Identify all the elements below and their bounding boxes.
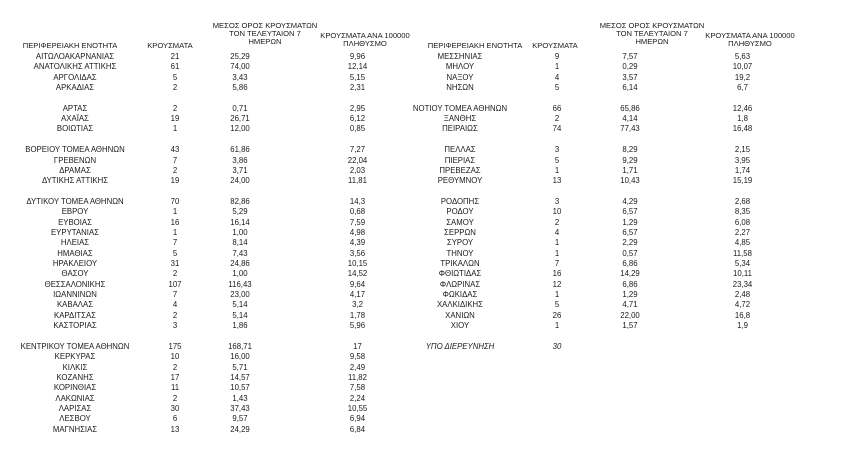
region-name: ΒΟΙΩΤΙΑΣ bbox=[56, 124, 94, 134]
seven-day-average: 3,57 bbox=[622, 72, 638, 82]
cases-per-100k: 7,59 bbox=[349, 217, 366, 227]
table-row bbox=[0, 197, 854, 207]
seven-day-average: 22,00 bbox=[620, 310, 640, 320]
seven-day-average: 16,00 bbox=[230, 352, 250, 362]
cases-per-100k: 0,68 bbox=[349, 207, 366, 217]
cases-per-100k: 0,85 bbox=[349, 124, 366, 134]
cases-per-100k: 11,58 bbox=[733, 248, 752, 258]
cases: 2 bbox=[172, 310, 178, 320]
left-header-cases: ΚΡΟΥΣΜΑΤΑ bbox=[147, 41, 193, 50]
cases: 10 bbox=[552, 207, 562, 217]
region-name: ΝΑΞΟΥ bbox=[446, 72, 474, 82]
table-row bbox=[0, 280, 854, 290]
cases-per-100k: 2,48 bbox=[734, 290, 751, 300]
cases: 4 bbox=[554, 72, 560, 82]
cases: 70 bbox=[170, 196, 180, 206]
cases-per-100k: 10,07 bbox=[732, 62, 753, 72]
region-name: ΛΑΡΙΣΑΣ bbox=[58, 403, 92, 413]
region-name: ΜΗΛΟΥ bbox=[445, 62, 475, 72]
table-row bbox=[0, 342, 854, 352]
region-name: ΚΙΛΚΙΣ bbox=[62, 362, 88, 372]
region-name: ΗΛΕΙΑΣ bbox=[60, 238, 90, 248]
cases-per-100k: 4,17 bbox=[349, 290, 366, 300]
cases: 7 bbox=[554, 259, 560, 268]
table-row bbox=[0, 52, 854, 62]
cases-per-100k: 10,15 bbox=[347, 259, 368, 268]
region-name: ΕΒΡΟΥ bbox=[61, 207, 89, 217]
region-name: ΠΡΕΒΕΖΑΣ bbox=[439, 165, 481, 175]
cases: 5 bbox=[554, 155, 560, 165]
cases: 2 bbox=[172, 362, 178, 372]
table-row bbox=[0, 352, 854, 362]
table-row bbox=[0, 166, 854, 176]
seven-day-average: 5,86 bbox=[232, 83, 248, 93]
seven-day-average: 10,57 bbox=[230, 383, 250, 393]
cases: 5 bbox=[554, 83, 560, 93]
cases-per-100k: 7,27 bbox=[349, 145, 366, 155]
cases: 1 bbox=[172, 124, 178, 134]
cases: 16 bbox=[552, 269, 562, 279]
cases-per-100k: 7,58 bbox=[349, 383, 366, 393]
table-row bbox=[0, 62, 854, 72]
right-header-per100k bbox=[690, 32, 810, 48]
cases: 19 bbox=[170, 114, 180, 124]
cases: 13 bbox=[170, 424, 180, 434]
table-row bbox=[0, 73, 854, 83]
cases-per-100k: 12,14 bbox=[347, 62, 368, 72]
right-header-avg-line2: ΤΟΝ ΤΕΛΕΥΤΑΙΟΝ 7 bbox=[616, 29, 688, 38]
seven-day-average: 1,29 bbox=[622, 217, 638, 227]
cases: 74 bbox=[552, 124, 562, 134]
region-name: ΝΟΤΙΟΥ ΤΟΜΕΑ ΑΘΗΝΩΝ bbox=[412, 103, 508, 113]
table-row bbox=[0, 114, 854, 124]
region-name: ΧΑΛΚΙΔΙΚΗΣ bbox=[436, 300, 483, 310]
cases: 13 bbox=[552, 176, 562, 186]
table-row bbox=[0, 104, 854, 114]
cases-per-100k: 17 bbox=[353, 341, 362, 351]
cases-per-100k: 10,55 bbox=[347, 403, 368, 413]
cases-per-100k: 3,56 bbox=[349, 248, 366, 258]
region-name: ΧΑΝΙΩΝ bbox=[445, 310, 475, 320]
cases: 1 bbox=[172, 227, 178, 237]
cases-per-100k: 22,04 bbox=[347, 155, 368, 165]
seven-day-average: 6,57 bbox=[622, 207, 638, 217]
seven-day-average: 3,43 bbox=[232, 72, 248, 82]
cases: 66 bbox=[552, 103, 562, 113]
cases: 26 bbox=[552, 310, 562, 320]
region-name: ΑΙΤΩΛΟΑΚΑΡΝΑΝΙΑΣ bbox=[35, 52, 115, 61]
cases: 19 bbox=[170, 176, 180, 186]
cases-per-100k: 1,78 bbox=[349, 310, 366, 320]
seven-day-average: 4,29 bbox=[622, 196, 638, 206]
cases-per-100k: 2,24 bbox=[349, 393, 366, 403]
cases: 11 bbox=[170, 383, 180, 393]
cases-per-100k: 6,84 bbox=[349, 424, 366, 434]
cases-per-100k: 6,7 bbox=[737, 83, 748, 93]
cases: 12 bbox=[552, 279, 562, 289]
table-row bbox=[0, 124, 854, 134]
seven-day-average: 5,14 bbox=[232, 300, 248, 310]
left-header-avg-line2: ΤΟΝ ΤΕΛΕΥΤΑΙΟΝ 7 bbox=[229, 29, 301, 38]
region-name: ΕΥΒΟΙΑΣ bbox=[58, 217, 92, 227]
seven-day-average: 14,29 bbox=[620, 269, 640, 279]
cases: 3 bbox=[554, 196, 560, 206]
left-header-per100k-line1: ΚΡΟΥΣΜΑΤΑ ΑΝΑ 100000 bbox=[320, 31, 410, 40]
seven-day-average: 74,00 bbox=[230, 62, 250, 72]
region-name: ΥΠΟ ΔΙΕΡΕΥΝΗΣΗ bbox=[425, 341, 495, 351]
table-row bbox=[0, 228, 854, 238]
cases-per-100k: 19,2 bbox=[734, 72, 751, 82]
seven-day-average: 24,86 bbox=[230, 259, 250, 268]
region-name: ΚΑΣΤΟΡΙΑΣ bbox=[53, 321, 97, 331]
seven-day-average: 6,86 bbox=[622, 259, 638, 268]
seven-day-average: 116,43 bbox=[228, 279, 252, 289]
region-name: ΠΕΛΛΑΣ bbox=[444, 145, 476, 155]
table-row bbox=[0, 363, 854, 373]
cases-per-100k: 9,64 bbox=[349, 279, 366, 289]
cases: 2 bbox=[172, 269, 178, 279]
region-name: ΡΕΘΥΜΝΟΥ bbox=[437, 176, 483, 186]
table-row bbox=[0, 394, 854, 404]
seven-day-average: 37,43 bbox=[230, 403, 250, 413]
seven-day-average: 5,14 bbox=[232, 310, 248, 320]
cases-per-100k: 14,52 bbox=[347, 269, 368, 279]
region-name: ΞΑΝΘΗΣ bbox=[443, 114, 477, 124]
seven-day-average: 1,71 bbox=[622, 165, 638, 175]
seven-day-average: 16,14 bbox=[230, 217, 250, 227]
cases: 30 bbox=[552, 341, 562, 351]
table-row bbox=[0, 238, 854, 248]
cases: 9 bbox=[554, 52, 560, 61]
cases-per-100k: 11,81 bbox=[348, 176, 367, 186]
seven-day-average: 9,29 bbox=[622, 155, 638, 165]
seven-day-average: 6,86 bbox=[622, 279, 638, 289]
cases-per-100k: 2,95 bbox=[349, 103, 366, 113]
seven-day-average: 1,00 bbox=[232, 269, 248, 279]
cases: 31 bbox=[170, 259, 180, 268]
cases-per-100k: 1,8 bbox=[737, 114, 748, 124]
cases-per-100k: 2,68 bbox=[734, 196, 751, 206]
cases-per-100k: 2,03 bbox=[349, 165, 366, 175]
cases-per-100k: 4,98 bbox=[349, 227, 366, 237]
seven-day-average: 24,00 bbox=[230, 176, 250, 186]
table-row bbox=[0, 269, 854, 279]
cases: 1 bbox=[554, 165, 560, 175]
cases-per-100k: 16,8 bbox=[734, 310, 751, 320]
seven-day-average: 4,71 bbox=[622, 300, 638, 310]
cases: 17 bbox=[170, 372, 180, 382]
cases-per-100k: 5,34 bbox=[734, 259, 751, 268]
cases-per-100k: 3,95 bbox=[734, 155, 751, 165]
seven-day-average: 10,43 bbox=[620, 176, 640, 186]
seven-day-average: 12,00 bbox=[230, 124, 250, 134]
table-row bbox=[0, 373, 854, 383]
cases: 7 bbox=[172, 155, 178, 165]
cases: 43 bbox=[170, 145, 180, 155]
cases: 4 bbox=[172, 300, 178, 310]
region-name: ΘΑΣΟΥ bbox=[61, 269, 89, 279]
region-name: ΙΩΑΝΝΙΝΩΝ bbox=[53, 290, 97, 300]
region-name: ΑΡΚΑΔΙΑΣ bbox=[55, 83, 95, 93]
region-name: ΗΡΑΚΛΕΙΟΥ bbox=[52, 259, 98, 268]
cases: 7 bbox=[172, 290, 178, 300]
seven-day-average: 77,43 bbox=[620, 124, 640, 134]
cases-per-100k: 4,72 bbox=[734, 300, 751, 310]
region-name: ΓΡΕΒΕΝΩΝ bbox=[53, 155, 97, 165]
cases-per-100k: 6,08 bbox=[734, 217, 751, 227]
cases: 5 bbox=[172, 248, 178, 258]
cases: 175 bbox=[168, 341, 182, 351]
region-name: ΗΜΑΘΙΑΣ bbox=[57, 248, 93, 258]
left-header-per100k bbox=[305, 32, 425, 48]
seven-day-average: 0,71 bbox=[232, 103, 248, 113]
cases-per-100k: 2,27 bbox=[734, 227, 751, 237]
seven-day-average: 61,86 bbox=[230, 145, 250, 155]
seven-day-average: 2,29 bbox=[622, 238, 638, 248]
cases-per-100k: 8,35 bbox=[734, 207, 751, 217]
left-header-per100k-line2: ΠΛΗΘΥΣΜΟ bbox=[343, 39, 387, 48]
cases: 2 bbox=[172, 103, 178, 113]
table-row bbox=[0, 249, 854, 259]
cases-per-100k: 2,15 bbox=[734, 145, 751, 155]
cases: 107 bbox=[168, 279, 182, 289]
cases: 1 bbox=[554, 290, 560, 300]
region-name: ΘΕΣΣΑΛΟΝΙΚΗΣ bbox=[44, 279, 106, 289]
cases-per-100k: 16,48 bbox=[732, 124, 753, 134]
cases: 5 bbox=[172, 72, 178, 82]
seven-day-average: 6,14 bbox=[622, 83, 638, 93]
seven-day-average: 1,29 bbox=[622, 290, 638, 300]
cases: 16 bbox=[170, 217, 180, 227]
cases: 1 bbox=[172, 207, 178, 217]
table-row bbox=[0, 290, 854, 300]
left-header-region: ΠΕΡΙΦΕΡΕΙΑΚΗ ΕΝΟΤΗΤΑ bbox=[22, 41, 118, 50]
cases-per-100k: 12,46 bbox=[732, 103, 753, 113]
cases-per-100k: 10,11 bbox=[733, 269, 752, 279]
seven-day-average: 4,14 bbox=[622, 114, 638, 124]
seven-day-average: 7,57 bbox=[622, 52, 638, 61]
region-name: ΑΡΓΟΛΙΔΑΣ bbox=[53, 72, 97, 82]
cases-per-100k: 9,58 bbox=[349, 352, 366, 362]
cases-per-100k: 1,74 bbox=[734, 165, 751, 175]
table-row bbox=[0, 414, 854, 424]
seven-day-average: 0,57 bbox=[622, 248, 638, 258]
table-row bbox=[0, 259, 854, 269]
table-row bbox=[0, 145, 854, 155]
region-name: ΕΥΡΥΤΑΝΙΑΣ bbox=[50, 227, 99, 237]
seven-day-average: 14,57 bbox=[230, 372, 250, 382]
cases: 1 bbox=[554, 62, 560, 72]
table-row bbox=[0, 300, 854, 310]
region-name: ΣΕΡΡΩΝ bbox=[444, 227, 476, 237]
right-header-cases: ΚΡΟΥΣΜΑΤΑ bbox=[532, 41, 578, 50]
cases: 21 bbox=[170, 52, 180, 61]
seven-day-average: 23,00 bbox=[230, 290, 250, 300]
cases-per-100k: 2,49 bbox=[349, 362, 366, 372]
seven-day-average: 1,00 bbox=[232, 227, 248, 237]
cases-per-100k: 9,96 bbox=[349, 52, 366, 61]
cases: 1 bbox=[554, 248, 560, 258]
table-row bbox=[0, 156, 854, 166]
table-row bbox=[0, 425, 854, 435]
region-name: ΛΕΣΒΟΥ bbox=[59, 414, 91, 424]
cases-per-100k: 6,94 bbox=[349, 414, 366, 424]
region-name: ΠΙΕΡΙΑΣ bbox=[444, 155, 476, 165]
region-name: ΚΟΖΑΝΗΣ bbox=[56, 372, 94, 382]
seven-day-average: 26,71 bbox=[230, 114, 250, 124]
seven-day-average: 24,29 bbox=[230, 424, 250, 434]
table-row bbox=[0, 218, 854, 228]
region-name: ΣΥΡΟΥ bbox=[446, 238, 474, 248]
right-header-avg-line1: ΜΕΣΟΣ ΟΡΟΣ ΚΡΟΥΣΜΑΤΩΝ bbox=[599, 21, 705, 30]
region-name: ΤΗΝΟΥ bbox=[446, 248, 474, 258]
cases-per-100k: 6,12 bbox=[349, 114, 366, 124]
cases: 61 bbox=[170, 62, 180, 72]
left-header-avg-line1: ΜΕΣΟΣ ΟΡΟΣ ΚΡΟΥΣΜΑΤΩΝ bbox=[212, 21, 318, 30]
region-name: ΠΕΙΡΑΙΩΣ bbox=[442, 124, 478, 134]
cases-per-100k: 15,19 bbox=[732, 176, 753, 186]
region-name: ΚΟΡΙΝΘΙΑΣ bbox=[53, 383, 97, 393]
right-header-avg-line3: ΗΜΕΡΩΝ bbox=[635, 37, 669, 46]
left-header-avg-line3: ΗΜΕΡΩΝ bbox=[248, 37, 282, 46]
region-name: ΔΡΑΜΑΣ bbox=[59, 165, 91, 175]
seven-day-average: 0,29 bbox=[622, 62, 638, 72]
table-row bbox=[0, 83, 854, 93]
cases: 2 bbox=[554, 217, 560, 227]
seven-day-average: 65,86 bbox=[620, 103, 640, 113]
cases: 1 bbox=[554, 238, 560, 248]
cases: 2 bbox=[172, 393, 178, 403]
region-name: ΛΑΚΩΝΙΑΣ bbox=[55, 393, 95, 403]
table-row bbox=[0, 404, 854, 414]
right-header-per100k-line2: ΠΛΗΘΥΣΜΟ bbox=[728, 39, 772, 48]
seven-day-average: 82,86 bbox=[230, 196, 250, 206]
seven-day-average: 1,43 bbox=[232, 393, 248, 403]
cases-per-100k: 4,85 bbox=[734, 238, 751, 248]
cases: 7 bbox=[172, 238, 178, 248]
cases: 2 bbox=[172, 83, 178, 93]
cases: 2 bbox=[554, 114, 560, 124]
seven-day-average: 3,86 bbox=[232, 155, 248, 165]
seven-day-average: 1,57 bbox=[622, 321, 638, 331]
seven-day-average: 5,29 bbox=[232, 207, 248, 217]
region-name: ΡΟΔΟΥ bbox=[446, 207, 474, 217]
seven-day-average: 5,71 bbox=[232, 362, 248, 372]
right-header-region: ΠΕΡΙΦΕΡΕΙΑΚΗ ΕΝΟΤΗΤΑ bbox=[427, 41, 523, 50]
cases: 1 bbox=[554, 321, 560, 331]
region-name: ΚΑΡΔΙΤΣΑΣ bbox=[54, 310, 96, 320]
region-name: ΚΕΝΤΡΙΚΟΥ ΤΟΜΕΑ ΑΘΗΝΩΝ bbox=[20, 341, 130, 351]
seven-day-average: 7,43 bbox=[232, 248, 248, 258]
cases-per-100k: 11,82 bbox=[348, 372, 367, 382]
table-row bbox=[0, 207, 854, 217]
region-name: ΚΕΡΚΥΡΑΣ bbox=[54, 352, 96, 362]
cases-per-100k: 3,2 bbox=[352, 300, 363, 310]
cases-per-100k: 5,96 bbox=[349, 321, 366, 331]
table-row bbox=[0, 311, 854, 321]
cases: 5 bbox=[554, 300, 560, 310]
region-name: ΔΥΤΙΚΟΥ ΤΟΜΕΑ ΑΘΗΝΩΝ bbox=[26, 196, 124, 206]
region-name: ΝΗΣΩΝ bbox=[446, 83, 474, 93]
cases: 6 bbox=[172, 414, 178, 424]
region-name: ΜΕΣΣΗΝΙΑΣ bbox=[437, 52, 483, 61]
cases: 3 bbox=[172, 321, 178, 331]
region-name: ΚΑΒΑΛΑΣ bbox=[56, 300, 94, 310]
seven-day-average: 8,29 bbox=[622, 145, 638, 155]
cases-per-100k: 14,3 bbox=[349, 196, 366, 206]
region-name: ΦΛΩΡΙΝΑΣ bbox=[439, 279, 481, 289]
table-row bbox=[0, 321, 854, 331]
cases: 4 bbox=[554, 227, 560, 237]
seven-day-average: 8,14 bbox=[232, 238, 248, 248]
table-row bbox=[0, 383, 854, 393]
region-name: ΦΩΚΙΔΑΣ bbox=[442, 290, 478, 300]
region-name: ΔΥΤΙΚΗΣ ΑΤΤΙΚΗΣ bbox=[41, 176, 109, 186]
region-name: ΑΧΑΪΑΣ bbox=[61, 114, 89, 124]
cases: 2 bbox=[172, 165, 178, 175]
region-name: ΤΡΙΚΑΛΩΝ bbox=[440, 259, 480, 268]
cases: 30 bbox=[170, 403, 180, 413]
seven-day-average: 6,57 bbox=[622, 227, 638, 237]
region-name: ΑΡΤΑΣ bbox=[62, 103, 88, 113]
region-name: ΡΟΔΟΠΗΣ bbox=[440, 196, 480, 206]
region-name: ΜΑΓΝΗΣΙΑΣ bbox=[52, 424, 98, 434]
seven-day-average: 168,71 bbox=[228, 341, 252, 351]
table-row bbox=[0, 176, 854, 186]
seven-day-average: 1,86 bbox=[232, 321, 248, 331]
seven-day-average: 25,29 bbox=[230, 52, 250, 61]
seven-day-average: 3,71 bbox=[232, 165, 248, 175]
region-name: ΧΙΟΥ bbox=[450, 321, 470, 331]
cases-per-100k: 2,31 bbox=[349, 83, 366, 93]
right-header-per100k-line1: ΚΡΟΥΣΜΑΤΑ ΑΝΑ 100000 bbox=[705, 31, 795, 40]
cases-per-100k: 23,34 bbox=[732, 279, 753, 289]
region-name: ΣΑΜΟΥ bbox=[446, 217, 474, 227]
cases-per-100k: 4,39 bbox=[349, 238, 366, 248]
cases-per-100k: 5,15 bbox=[349, 72, 366, 82]
cases-per-100k: 5,63 bbox=[734, 52, 751, 61]
region-name: ΑΝΑΤΟΛΙΚΗΣ ΑΤΤΙΚΗΣ bbox=[33, 62, 117, 72]
cases: 10 bbox=[170, 352, 180, 362]
seven-day-average: 9,57 bbox=[232, 414, 248, 424]
cases: 3 bbox=[554, 145, 560, 155]
cases-per-100k: 1,9 bbox=[737, 321, 748, 331]
region-name: ΒΟΡΕΙΟΥ ΤΟΜΕΑ ΑΘΗΝΩΝ bbox=[25, 145, 125, 155]
region-name: ΦΘΙΩΤΙΔΑΣ bbox=[438, 269, 482, 279]
